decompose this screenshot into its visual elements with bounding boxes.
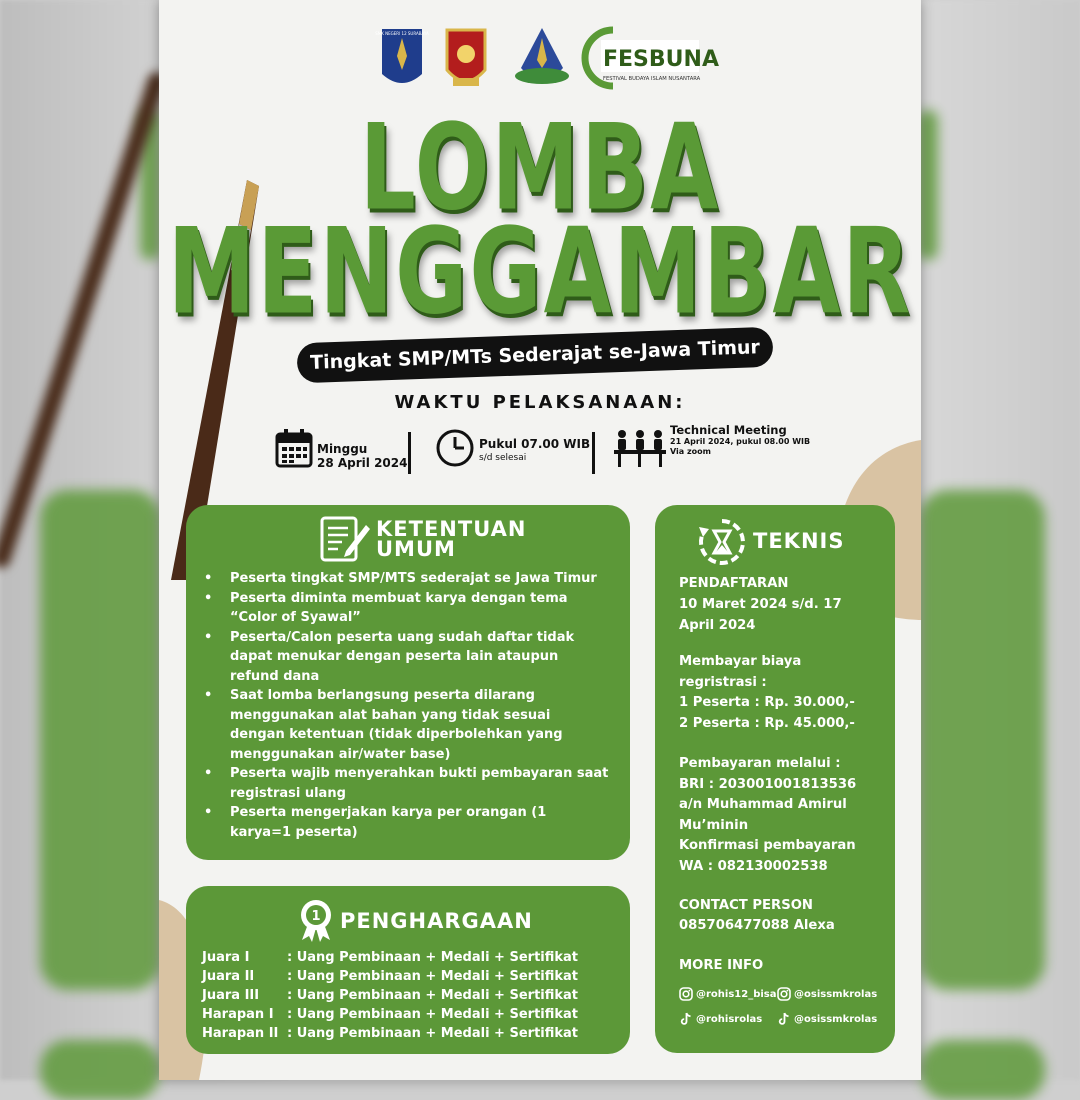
prize-rank: Harapan II xyxy=(202,1026,279,1041)
social-handle: @rohisrolas xyxy=(696,1014,763,1025)
instagram-icon xyxy=(679,987,693,1001)
background-green-title-right xyxy=(918,110,938,260)
more-info-label: MORE INFO xyxy=(679,958,764,973)
divider xyxy=(408,432,411,474)
smkn12-logo-icon xyxy=(375,26,429,92)
logo-row xyxy=(159,26,921,96)
smkn12-logo-text: SMK NEGERI 12 SURABAYA xyxy=(375,31,429,36)
prize-row xyxy=(202,986,578,1006)
tm-via: Via zoom xyxy=(670,447,711,456)
technical-meeting xyxy=(614,423,811,476)
schedule-date xyxy=(275,428,408,476)
tiktok-icon xyxy=(777,1012,791,1026)
teknis-panel xyxy=(655,505,895,1053)
title-menggambar: MENGGAMBAR xyxy=(167,201,913,341)
hourglass-cycle-icon xyxy=(697,517,747,567)
background-green-panel-left xyxy=(40,490,160,990)
prize-reward: : Uang Pembinaan + Medali + Sertifikat xyxy=(287,1007,579,1022)
penghargaan-title: PENGHARGAAN xyxy=(340,909,533,933)
background-green-bottom-right xyxy=(920,1040,1045,1100)
prize-reward: : Uang Pembinaan + Medali + Sertifikat xyxy=(287,950,579,965)
list-item: • Saat lomba berlangsung peserta dilarang menggunakan alat bahan yang tidak sesuai dengan ketentuan (tidak diperbolehkan yang menggunakan air/water base) xyxy=(204,686,580,764)
penghargaan-panel xyxy=(186,886,630,1054)
pembayaran-info: Pembayaran melalui : BRI : 203001001813536 a/n Muhammad Amirul Mu’minin Konfirmasi pembayaran WA : 082130002538 xyxy=(679,756,857,874)
calendar-icon xyxy=(275,428,313,468)
poster xyxy=(159,0,921,1080)
prize-rank: Harapan I xyxy=(202,1007,274,1022)
time-value: Pukul 07.00 WIB xyxy=(479,437,591,451)
pendaftaran-value: 10 Maret 2024 s/d. 17 April 2024 xyxy=(679,597,842,633)
time-end: s/d selesai xyxy=(479,453,527,463)
prize-rank: Juara I xyxy=(202,950,250,965)
prize-row xyxy=(202,948,578,968)
prize-row xyxy=(202,1024,578,1044)
title-lomba: LOMBA xyxy=(359,97,721,237)
tm-title: Technical Meeting xyxy=(670,423,787,437)
list-item: • Peserta mengerjakan karya per orangan (1 karya=1 peserta) xyxy=(204,803,610,842)
osis-logo-icon xyxy=(513,26,571,92)
prize-row xyxy=(202,1005,578,1025)
document-pen-icon xyxy=(318,515,374,565)
divider xyxy=(592,432,595,474)
instagram-icon xyxy=(777,987,791,1001)
date-value: 28 April 2024 xyxy=(317,456,408,470)
prize-row xyxy=(202,967,578,987)
list-item: • Peserta tingkat SMP/MTS sederajat se Jawa Timur xyxy=(204,569,624,589)
award-badge-icon xyxy=(296,898,336,942)
list-item: • Peserta wajib menyerahkan bukti pembayaran saat registrasi ulang xyxy=(204,764,620,803)
background-green-panel-right xyxy=(920,490,1045,990)
fesbuna-logo-icon xyxy=(583,26,719,92)
teknis-title: TEKNIS xyxy=(753,529,845,553)
prize-rank: Juara II xyxy=(202,969,255,984)
social-handle: @rohis12_bisa xyxy=(696,989,777,1000)
instagram-handle[interactable] xyxy=(777,987,877,1001)
social-handle: @osissmkrolas xyxy=(794,1014,878,1025)
ketentuan-title-line1: KETENTUAN xyxy=(376,517,527,541)
schedule-time xyxy=(435,428,591,476)
instagram-handle[interactable] xyxy=(679,987,777,1001)
social-handle: @osissmkrolas xyxy=(794,989,878,1000)
list-item: • Peserta/Calon peserta uang sudah daftar tidak dapat menukar dengan peserta lain ataupun refund dana xyxy=(204,628,590,687)
crest-logo-icon xyxy=(443,26,489,92)
pendaftaran-label: PENDAFTARAN xyxy=(679,576,789,591)
fesbuna-logo-tagline: FESTIVAL BUDAYA ISLAM NUSANTARA xyxy=(603,76,701,82)
tm-detail: 21 April 2024, pukul 08.00 WIB xyxy=(670,437,811,446)
schedule-heading: WAKTU PELAKSANAAN: xyxy=(394,392,686,413)
prize-reward: : Uang Pembinaan + Medali + Sertifikat xyxy=(287,1026,579,1041)
award-badge-number: 1 xyxy=(311,909,321,924)
ketentuan-umum-panel xyxy=(186,505,630,860)
level-banner: Tingkat SMP/MTs Sederajat se-Jawa Timur xyxy=(296,327,773,384)
prize-reward: : Uang Pembinaan + Medali + Sertifikat xyxy=(287,969,579,984)
biaya-info: Membayar biaya regristrasi : 1 Peserta : Rp. 30.000,- 2 Peserta : Rp. 45.000,- xyxy=(679,654,855,731)
rules-list xyxy=(204,569,624,842)
fesbuna-logo-name: FESBUNA xyxy=(603,47,719,72)
prize-rank: Juara III xyxy=(202,988,260,1003)
tiktok-handle[interactable] xyxy=(679,1012,762,1026)
clock-icon xyxy=(435,428,475,468)
date-day: Minggu xyxy=(317,442,368,456)
list-item: • Peserta diminta membuat karya dengan tema “Color of Syawal” xyxy=(204,589,580,628)
meeting-people-icon xyxy=(614,428,666,468)
tiktok-handle[interactable] xyxy=(777,1012,877,1026)
prize-reward: : Uang Pembinaan + Medali + Sertifikat xyxy=(287,988,579,1003)
ketentuan-title-line2: UMUM xyxy=(376,537,456,561)
background-green-bottom-left xyxy=(40,1040,160,1100)
contact-label: CONTACT PERSON xyxy=(679,898,813,913)
contact-value: 085706477088 Alexa xyxy=(679,918,835,933)
tiktok-icon xyxy=(679,1012,693,1026)
